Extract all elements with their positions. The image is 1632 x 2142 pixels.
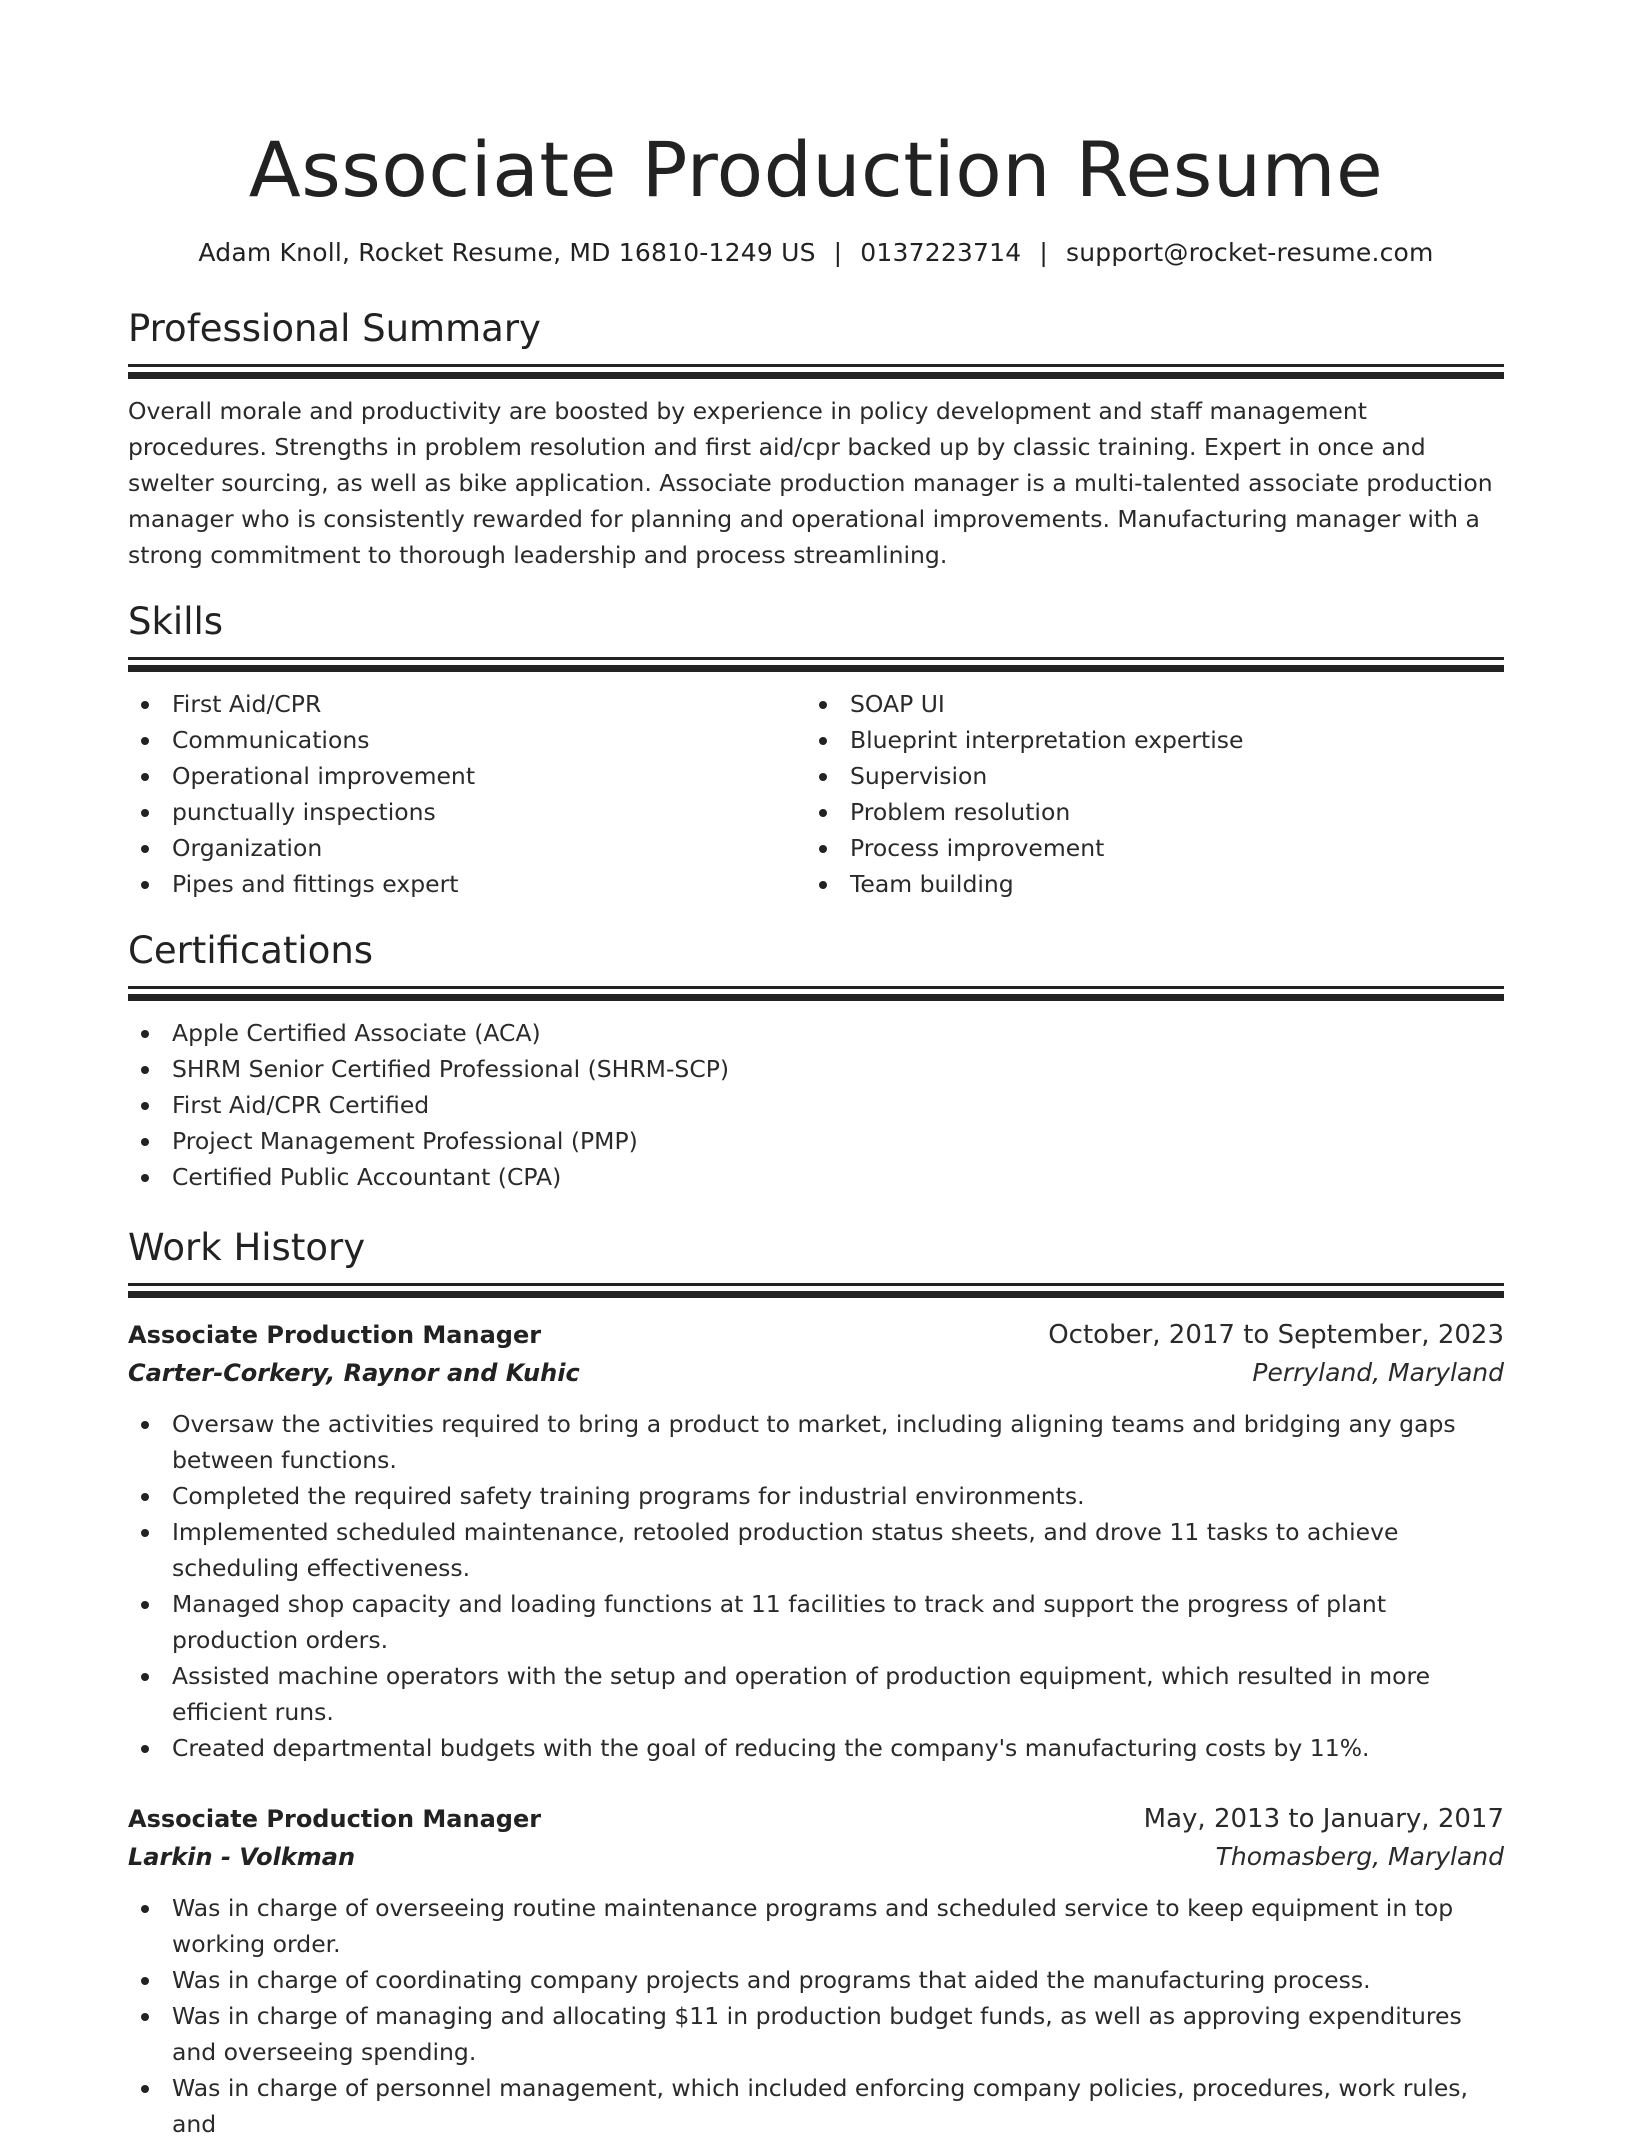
skill-item: Process improvement [806,830,1484,866]
contact-separator: | [833,238,843,267]
skill-item: punctually inspections [128,794,806,830]
contact-phone: 0137223714 [860,238,1022,267]
section-divider [128,1291,1504,1298]
skill-item: Supervision [806,758,1484,794]
skill-item: Organization [128,830,806,866]
job-entry [128,1800,1504,2142]
section-divider [128,372,1504,379]
section-divider [128,1283,1504,1286]
job-company: Larkin - Volkman [128,1843,356,1871]
job-title: Associate Production Manager [128,1321,542,1349]
summary-text: Overall morale and productivity are boosted by experience in policy development and staff management procedures. Strengths in problem resolution and first aid/cpr backed up by classic training. Expert in once and swelter sourcing, as well as bike application. Associate production manager is a multi-talented associate production manager who is consistently rewarded for planning and operational improvements. Manufacturing manager with a strong commitment to thorough leadership and process streamlining. [128,397,1493,569]
skills-grid [128,686,1504,902]
job-bullet: Was in charge of coordinating company projects and programs that aided the manufacturing process. [128,1962,1504,1998]
certifications-list [128,1015,1504,1195]
job-bullet: Was in charge of overseeing routine maintenance programs and scheduled service to keep equipment in top working order. [128,1890,1504,1962]
summary-section [128,306,1504,573]
certification-item: Certified Public Accountant (CPA) [128,1159,1504,1195]
job-dates: October, 2017 to September, 2023 [1048,1320,1504,1350]
skill-item: First Aid/CPR [128,686,806,722]
job-bullet: Implemented scheduled maintenance, retooled production status sheets, and drove 11 tasks to achieve scheduling effectiveness. [128,1514,1504,1586]
job-entry [128,1316,1504,1766]
section-heading-summary: Professional Summary [128,307,541,350]
skill-item: Team building [806,866,1484,902]
section-divider [128,986,1504,989]
section-divider [128,657,1504,660]
job-dates: May, 2013 to January, 2017 [1143,1804,1504,1834]
job-bullets [128,1406,1504,1766]
skill-item: SOAP UI [806,686,1484,722]
contact-email: support@rocket-resume.com [1065,238,1434,267]
skill-item: Operational improvement [128,758,806,794]
section-heading-skills: Skills [128,600,224,643]
job-title: Associate Production Manager [128,1805,542,1833]
skills-section [128,599,1504,902]
section-divider [128,665,1504,672]
contact-separator: | [1039,238,1048,267]
job-bullet: Created departmental budgets with the goal of reducing the company's manufacturing costs by 11%. [128,1730,1504,1766]
section-heading-certifications: Certifications [128,929,374,972]
job-header-row [128,1800,1504,1838]
job-company: Carter-Corkery, Raynor and Kuhic [128,1359,580,1387]
job-subheader-row [128,1354,1504,1392]
section-heading-work-history: Work History [128,1226,366,1269]
job-location: Thomasberg, Maryland [1215,1842,1504,1871]
skill-item: Blueprint interpretation expertise [806,722,1484,758]
certification-item: Apple Certified Associate (ACA) [128,1015,1504,1051]
job-bullet: Assisted machine operators with the setup and operation of production equipment, which resulted in more efficient runs. [128,1658,1504,1730]
contact-address: Adam Knoll, Rocket Resume, MD 16810-1249 US [198,238,816,267]
skill-item: Pipes and fittings expert [128,866,806,902]
page-title: Associate Production Resume [248,125,1384,214]
job-subheader-row [128,1838,1504,1876]
job-header-row [128,1316,1504,1354]
certification-item: Project Management Professional (PMP) [128,1123,1504,1159]
certification-item: SHRM Senior Certified Professional (SHRM-SCP) [128,1051,1504,1087]
certification-item: First Aid/CPR Certified [128,1087,1504,1123]
work-history-section [128,1225,1504,2142]
section-divider [128,364,1504,367]
job-location: Perryland, Maryland [1252,1358,1504,1387]
skills-list-right [806,686,1484,902]
job-bullet: Was in charge of personnel management, which included enforcing company policies, procedures, work rules, and [128,2070,1504,2142]
certifications-section [128,928,1504,1195]
job-bullet: Managed shop capacity and loading functions at 11 facilities to track and support the progress of plant production orders. [128,1586,1504,1658]
skill-item: Problem resolution [806,794,1484,830]
skill-item: Communications [128,722,806,758]
resume-page [128,0,1504,2142]
job-bullet: Completed the required safety training programs for industrial environments. [128,1478,1504,1514]
job-bullets [128,1890,1504,2142]
contact-line [128,236,1504,270]
job-bullet: Was in charge of managing and allocating $11 in production budget funds, as well as approving expenditures and overseeing spending. [128,1998,1504,2070]
skills-list-left [128,686,806,902]
job-bullet: Oversaw the activities required to bring a product to market, including aligning teams and bridging any gaps between functions. [128,1406,1504,1478]
section-divider [128,994,1504,1001]
